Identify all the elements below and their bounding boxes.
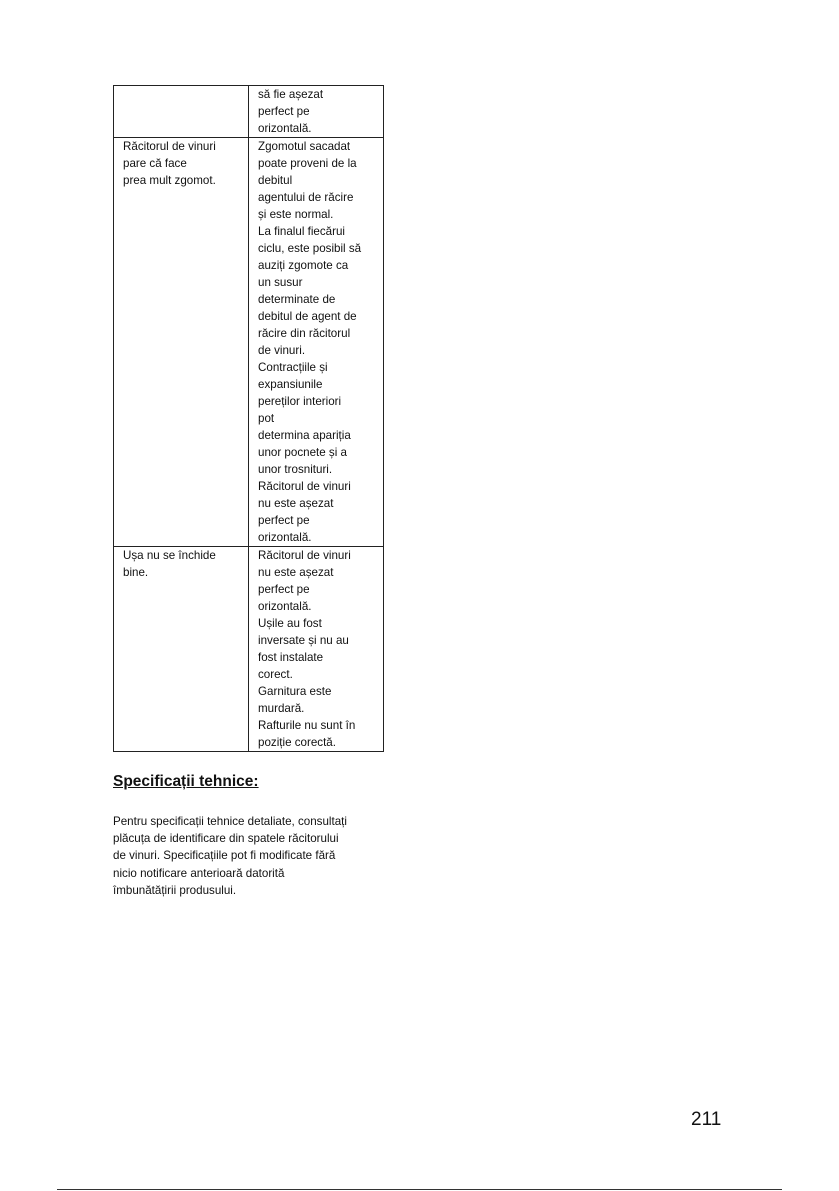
cause-cell [249, 86, 384, 138]
cell-text-line: auziți zgomote ca [258, 259, 349, 272]
paragraph-line: nicio notificare anterioară datorită [113, 866, 285, 880]
cell-text-line: pot [258, 412, 275, 425]
cell-text-line: ciclu, este posibil să [258, 242, 362, 255]
page-number: 211 [691, 1109, 722, 1130]
troubleshooting-table [113, 85, 384, 752]
cell-text-line: Rafturile nu sunt în [258, 719, 356, 732]
cell-text-line: Contracțiile și [258, 361, 328, 374]
cause-cell [249, 547, 384, 752]
cell-text-line: corect. [258, 668, 293, 681]
cell-text-line: poate proveni de la [258, 157, 357, 170]
cell-text-line: nu este așezat [258, 566, 334, 579]
cell-text-line: Răcitorul de vinuri [123, 140, 216, 153]
problem-cell [114, 86, 249, 138]
problem-cell [114, 547, 249, 752]
cell-text-line: Răcitorul de vinuri [258, 549, 351, 562]
cell-text-line: Zgomotul sacadat [258, 140, 351, 153]
cell-text-line: Ușile au fost [258, 617, 322, 630]
paragraph-line: de vinuri. Specificațiile pot fi modificate fără [113, 849, 336, 863]
cell-text-line: prea mult zgomot. [123, 174, 216, 187]
cell-text-line: un susur [258, 276, 303, 289]
cell-text-line: determinate de [258, 293, 336, 306]
paragraph-line: îmbunătățirii produsului. [113, 883, 237, 897]
cell-text-line: Răcitorul de vinuri [258, 480, 351, 493]
cell-text-line: orizontală. [258, 600, 312, 613]
cell-text-line: perfect pe [258, 105, 310, 118]
cell-text-line: murdară. [258, 702, 305, 715]
cause-cell [249, 138, 384, 547]
cell-text-line: unor pocnete și a [258, 446, 347, 459]
table-row [114, 547, 384, 752]
cell-text-line: Garnitura este [258, 685, 332, 698]
specifications-paragraph [113, 813, 347, 899]
cell-text-line: orizontală. [258, 122, 312, 135]
cell-text-line: debitul de agent de [258, 310, 357, 323]
section-heading: Specificații tehnice: [113, 773, 259, 790]
troubleshooting-table-body [114, 86, 384, 752]
table-row [114, 86, 384, 138]
cell-text-line: pare că face [123, 157, 187, 170]
cell-text-line: să fie așezat [258, 88, 324, 101]
cell-text-line: determina apariția [258, 429, 351, 442]
cell-text-line: debitul [258, 174, 293, 187]
paragraph-line: Pentru specificații tehnice detaliate, consultați [113, 815, 347, 828]
cell-text-line: perfect pe [258, 583, 310, 596]
cell-text-line: La finalul fiecărui [258, 225, 346, 238]
cell-text-line: răcire din răcitorul [258, 327, 351, 340]
cell-text-line: agentului de răcire [258, 191, 354, 204]
cell-text-line: și este normal. [258, 208, 334, 221]
cell-text-line: nu este așezat [258, 497, 334, 510]
cell-text-line: unor trosnituri. [258, 463, 333, 476]
cell-text-line: perfect pe [258, 514, 310, 527]
cell-text-line: fost instalate [258, 651, 324, 664]
table-row [114, 138, 384, 547]
cell-text-line: expansiunile [258, 378, 323, 391]
cell-text-line: de vinuri. [258, 344, 306, 357]
paragraph-line: plăcuța de identificare din spatele răcitorului [113, 832, 339, 846]
cell-text-line: orizontală. [258, 531, 312, 544]
cell-text-line: bine. [123, 566, 149, 579]
cell-text-line: pereților interiori [258, 395, 342, 408]
cell-text-line: inversate și nu au [258, 634, 349, 647]
problem-cell [114, 138, 249, 547]
footer-rule [57, 1189, 782, 1190]
cell-text-line: poziție corectă. [258, 736, 336, 749]
cell-text-line: Ușa nu se închide [123, 549, 216, 562]
